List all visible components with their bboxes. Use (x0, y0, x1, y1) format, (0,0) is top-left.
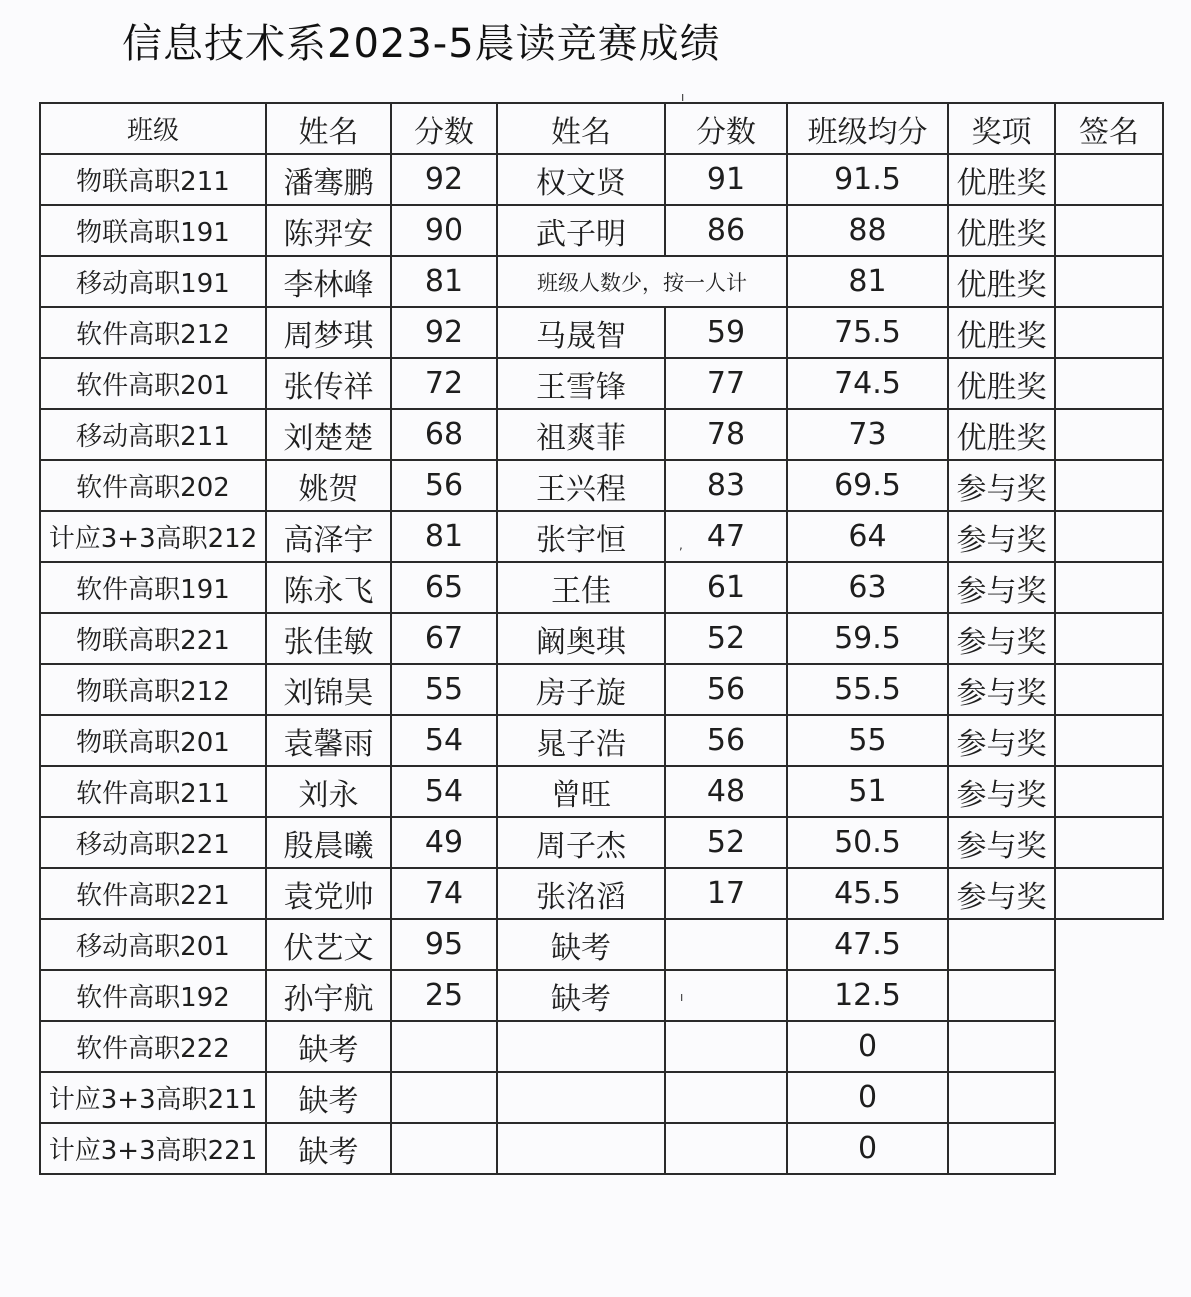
score1-cell: 92 (391, 307, 497, 358)
sign-cell (1055, 460, 1163, 511)
award-cell: 参与奖 (948, 511, 1055, 562)
score2-cell (665, 919, 787, 970)
score1-cell: 72 (391, 358, 497, 409)
sign-cell-blank (1055, 970, 1163, 1021)
name1-cell: 张传祥 (266, 358, 391, 409)
name1-cell: 刘永 (266, 766, 391, 817)
sign-cell (1055, 562, 1163, 613)
name2-cell: 张洺滔 (497, 868, 665, 919)
table-row (40, 664, 1163, 715)
table-row (40, 256, 1163, 307)
name2-cell: 权文贤 (497, 154, 665, 205)
score1-cell: 49 (391, 817, 497, 868)
name2-cell: 缺考 (497, 919, 665, 970)
score2-cell: 59 (665, 307, 787, 358)
score2-cell: 91 (665, 154, 787, 205)
table-row (40, 205, 1163, 256)
award-cell: 参与奖 (948, 868, 1055, 919)
award-cell (948, 1021, 1055, 1072)
avg-cell: 75.5 (787, 307, 948, 358)
name1-cell: 周梦琪 (266, 307, 391, 358)
score2-cell: 77 (665, 358, 787, 409)
award-cell: 参与奖 (948, 613, 1055, 664)
name1-cell: 潘骞鹏 (266, 154, 391, 205)
sign-cell (1055, 715, 1163, 766)
score2-cell: 86 (665, 205, 787, 256)
score1-cell (391, 1021, 497, 1072)
score1-cell: 55 (391, 664, 497, 715)
sign-cell-blank (1055, 1021, 1163, 1072)
score2-cell: 48 (665, 766, 787, 817)
award-cell: 参与奖 (948, 664, 1055, 715)
score1-cell: 68 (391, 409, 497, 460)
table-row (40, 715, 1163, 766)
class-cell: 软件高职221 (40, 868, 266, 919)
sign-cell (1055, 154, 1163, 205)
class-cell: 移动高职191 (40, 256, 266, 307)
class-cell: 移动高职201 (40, 919, 266, 970)
header-class: 班级 (40, 103, 266, 154)
score2-cell: 52 (665, 613, 787, 664)
name1-cell: 张佳敏 (266, 613, 391, 664)
name1-cell: 高泽宇 (266, 511, 391, 562)
name2-cell: 曾旺 (497, 766, 665, 817)
award-cell: 参与奖 (948, 562, 1055, 613)
name1-cell: 缺考 (266, 1072, 391, 1123)
sign-cell (1055, 766, 1163, 817)
note-cell: 班级人数少，按一人计 (497, 256, 787, 307)
name2-cell: 王雪锋 (497, 358, 665, 409)
sign-cell-blank (1055, 919, 1163, 970)
sign-cell (1055, 307, 1163, 358)
score2-cell: 83 (665, 460, 787, 511)
table-row (40, 919, 1163, 970)
name1-cell: 伏艺文 (266, 919, 391, 970)
score1-cell (391, 1123, 497, 1174)
table-row (40, 307, 1163, 358)
score2-cell: 56 (665, 664, 787, 715)
table-row (40, 154, 1163, 205)
score2-cell: 56 (665, 715, 787, 766)
award-cell: 参与奖 (948, 715, 1055, 766)
name2-cell: 张宇恒 (497, 511, 665, 562)
name2-cell: 房子旋 (497, 664, 665, 715)
score1-cell: 92 (391, 154, 497, 205)
score2-cell: 47 (665, 511, 787, 562)
sign-cell (1055, 256, 1163, 307)
name1-cell: 陈永飞 (266, 562, 391, 613)
class-cell: 物联高职212 (40, 664, 266, 715)
table-row (40, 511, 1163, 562)
award-cell (948, 1123, 1055, 1174)
avg-cell: 81 (787, 256, 948, 307)
name1-cell: 缺考 (266, 1021, 391, 1072)
name1-cell: 刘楚楚 (266, 409, 391, 460)
class-cell: 软件高职201 (40, 358, 266, 409)
name1-cell: 姚贺 (266, 460, 391, 511)
class-cell: 计应3+3高职212 (40, 511, 266, 562)
table-row (40, 1123, 1163, 1174)
name2-cell: 阚奥琪 (497, 613, 665, 664)
class-cell: 软件高职191 (40, 562, 266, 613)
award-cell: 优胜奖 (948, 154, 1055, 205)
table-row (40, 358, 1163, 409)
name1-cell: 袁党帅 (266, 868, 391, 919)
table-row (40, 1021, 1163, 1072)
scan-speck: ı (681, 90, 685, 104)
name2-cell (497, 1072, 665, 1123)
class-cell: 移动高职211 (40, 409, 266, 460)
award-cell (948, 970, 1055, 1021)
table-row (40, 409, 1163, 460)
avg-cell: 88 (787, 205, 948, 256)
table-row (40, 817, 1163, 868)
award-cell (948, 919, 1055, 970)
sign-cell (1055, 409, 1163, 460)
name1-cell: 殷晨曦 (266, 817, 391, 868)
name2-cell: 王佳 (497, 562, 665, 613)
sign-cell (1055, 817, 1163, 868)
avg-cell: 0 (787, 1021, 948, 1072)
class-cell: 软件高职211 (40, 766, 266, 817)
table-row (40, 1072, 1163, 1123)
score2-cell: 17 (665, 868, 787, 919)
sign-cell (1055, 205, 1163, 256)
table-row (40, 970, 1163, 1021)
page-title: 信息技术系2023-5晨读竞赛成绩 (122, 21, 721, 67)
award-cell: 优胜奖 (948, 256, 1055, 307)
sign-cell (1055, 613, 1163, 664)
table-row (40, 460, 1163, 511)
score1-cell: 54 (391, 715, 497, 766)
avg-cell: 50.5 (787, 817, 948, 868)
score2-cell (665, 1072, 787, 1123)
award-cell: 参与奖 (948, 766, 1055, 817)
name2-cell (497, 1021, 665, 1072)
name2-cell: 晁子浩 (497, 715, 665, 766)
class-cell: 软件高职202 (40, 460, 266, 511)
name2-cell: 缺考 (497, 970, 665, 1021)
scan-speck: ı (680, 990, 684, 1004)
sign-cell (1055, 358, 1163, 409)
avg-cell: 45.5 (787, 868, 948, 919)
table-row (40, 868, 1163, 919)
header-avg: 班级均分 (787, 103, 948, 154)
class-cell: 软件高职222 (40, 1021, 266, 1072)
class-cell: 物联高职211 (40, 154, 266, 205)
name2-cell: 周子杰 (497, 817, 665, 868)
score1-cell: 81 (391, 511, 497, 562)
avg-cell: 12.5 (787, 970, 948, 1021)
class-cell: 物联高职201 (40, 715, 266, 766)
name1-cell: 袁馨雨 (266, 715, 391, 766)
avg-cell: 55.5 (787, 664, 948, 715)
header-score1: 分数 (391, 103, 497, 154)
score1-cell: 65 (391, 562, 497, 613)
name2-cell: 王兴程 (497, 460, 665, 511)
header-name2: 姓名 (497, 103, 665, 154)
scan-speck: , (679, 538, 683, 552)
award-cell: 优胜奖 (948, 307, 1055, 358)
class-cell: 计应3+3高职211 (40, 1072, 266, 1123)
score1-cell: 74 (391, 868, 497, 919)
award-cell: 参与奖 (948, 460, 1055, 511)
header-award: 奖项 (948, 103, 1055, 154)
avg-cell: 69.5 (787, 460, 948, 511)
header-score2: 分数 (665, 103, 787, 154)
sign-cell (1055, 868, 1163, 919)
class-cell: 移动高职221 (40, 817, 266, 868)
class-cell: 计应3+3高职221 (40, 1123, 266, 1174)
score1-cell: 67 (391, 613, 497, 664)
score-table (39, 102, 1164, 1175)
sign-cell-blank (1055, 1123, 1163, 1174)
score1-cell: 54 (391, 766, 497, 817)
score1-cell: 90 (391, 205, 497, 256)
score1-cell: 56 (391, 460, 497, 511)
header-row (40, 103, 1163, 154)
score2-cell: 52 (665, 817, 787, 868)
avg-cell: 73 (787, 409, 948, 460)
avg-cell: 74.5 (787, 358, 948, 409)
name1-cell: 刘锦昊 (266, 664, 391, 715)
score1-cell: 25 (391, 970, 497, 1021)
avg-cell: 55 (787, 715, 948, 766)
name1-cell: 孙宇航 (266, 970, 391, 1021)
sign-cell (1055, 511, 1163, 562)
class-cell: 物联高职221 (40, 613, 266, 664)
sign-cell (1055, 664, 1163, 715)
name1-cell: 缺考 (266, 1123, 391, 1174)
header-sign: 签名 (1055, 103, 1163, 154)
class-cell: 软件高职192 (40, 970, 266, 1021)
score1-cell: 95 (391, 919, 497, 970)
avg-cell: 51 (787, 766, 948, 817)
avg-cell: 91.5 (787, 154, 948, 205)
award-cell: 优胜奖 (948, 358, 1055, 409)
table-row (40, 613, 1163, 664)
avg-cell: 64 (787, 511, 948, 562)
name2-cell: 马晟智 (497, 307, 665, 358)
avg-cell: 47.5 (787, 919, 948, 970)
class-cell: 软件高职212 (40, 307, 266, 358)
class-cell: 物联高职191 (40, 205, 266, 256)
name1-cell: 陈羿安 (266, 205, 391, 256)
score2-cell: 61 (665, 562, 787, 613)
score2-cell (665, 1123, 787, 1174)
award-cell: 参与奖 (948, 817, 1055, 868)
score1-cell: 81 (391, 256, 497, 307)
header-name1: 姓名 (266, 103, 391, 154)
award-cell: 优胜奖 (948, 205, 1055, 256)
name2-cell: 武子明 (497, 205, 665, 256)
name1-cell: 李林峰 (266, 256, 391, 307)
award-cell (948, 1072, 1055, 1123)
avg-cell: 0 (787, 1072, 948, 1123)
avg-cell: 0 (787, 1123, 948, 1174)
score1-cell (391, 1072, 497, 1123)
name2-cell: 祖爽菲 (497, 409, 665, 460)
table-row (40, 562, 1163, 613)
avg-cell: 59.5 (787, 613, 948, 664)
avg-cell: 63 (787, 562, 948, 613)
score2-cell (665, 1021, 787, 1072)
score2-cell: 78 (665, 409, 787, 460)
sign-cell-blank (1055, 1072, 1163, 1123)
name2-cell (497, 1123, 665, 1174)
table-row (40, 766, 1163, 817)
award-cell: 优胜奖 (948, 409, 1055, 460)
